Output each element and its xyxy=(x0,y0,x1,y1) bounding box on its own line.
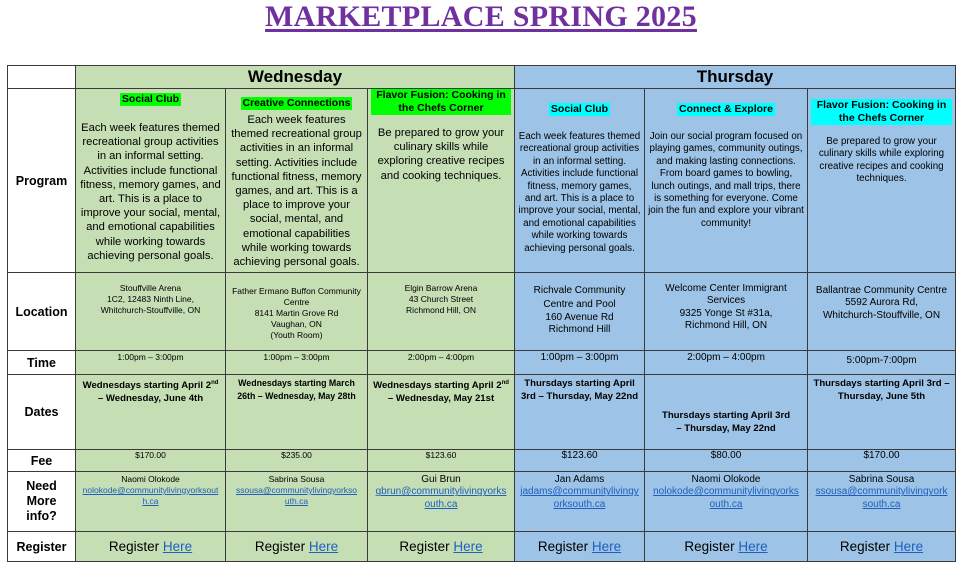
fee-cell xyxy=(808,450,956,472)
location-line: Richmond Hill xyxy=(548,324,611,336)
register-cell xyxy=(76,532,226,562)
dates-cell xyxy=(515,375,645,450)
location-line: Whitchurch-Stouffville, ON xyxy=(100,305,201,315)
time-value: 2:00pm – 4:00pm xyxy=(687,352,765,363)
program-description: Join our social program focused on playing games, community outings, and making lasting connections. From board games to bowling, lunch outings, and mall trips, there is something for everyone. Come join the fun and explore your vibrant community! xyxy=(648,131,804,229)
contact-cell xyxy=(226,472,368,532)
program-title: Flavor Fusion: Cooking in the Chefs Corner xyxy=(371,89,511,115)
time-value: 1:00pm – 3:00pm xyxy=(540,352,619,363)
fee-value: $170.00 xyxy=(135,450,166,460)
location-line: Vaughan, ON xyxy=(271,319,322,329)
location-line: 160 Avenue Rd xyxy=(545,311,614,323)
program-description: Be prepared to grow your culinary skills while exploring creative recipes and cooking techniques. xyxy=(818,136,945,185)
row-label-location: Location xyxy=(8,273,76,351)
corner-cell xyxy=(8,66,76,89)
location-line: 5592 Aurora Rd, xyxy=(845,297,918,309)
row-label-register: Register xyxy=(8,532,76,562)
contact-cell xyxy=(808,472,956,532)
program-title: Social Club xyxy=(550,103,609,115)
contact-email-link[interactable]: nolokode@communitylivingyorksouth.ca xyxy=(82,485,219,506)
dates-value: Thursdays starting April 3rd – Thursday, June 5th xyxy=(813,378,950,402)
fee-value: $235.00 xyxy=(281,450,312,460)
location-name: Elgin Barrow Arena xyxy=(404,283,478,293)
program-title: Flavor Fusion: Cooking in the Chefs Corner xyxy=(811,99,952,125)
time-cell xyxy=(226,351,368,375)
dates-value: Thursdays starting April 3rd – Thursday, May 22nd xyxy=(661,410,791,434)
row-label-program: Program xyxy=(8,89,76,273)
location-cell xyxy=(368,273,515,351)
program-description: Be prepared to grow your culinary skills while exploring creative recipes and cooking techniques. xyxy=(377,127,505,182)
fee-cell xyxy=(368,450,515,472)
location-line: Whitchurch-Stouffville, ON xyxy=(822,309,941,321)
dates-value: Wednesdays starting March 26th – Wednesday, May 28th xyxy=(237,378,356,401)
location-name: Richvale Community xyxy=(533,285,626,296)
dates-cell xyxy=(226,375,368,450)
time-cell xyxy=(76,351,226,375)
program-cell xyxy=(645,89,808,273)
location-cell xyxy=(515,273,645,351)
location-line: 8141 Martin Grove Rd xyxy=(254,308,339,318)
program-cell xyxy=(76,89,226,273)
contact-name: Naomi Olokode xyxy=(691,474,761,485)
contact-email-link[interactable]: gbrun@communitylivingyorksouth.ca xyxy=(375,486,507,510)
contact-cell xyxy=(645,472,808,532)
row-label-info: Need More info? xyxy=(8,472,76,532)
contact-email-link[interactable]: jadams@communitylivingyorksouth.ca xyxy=(520,486,639,510)
time-value: 1:00pm – 3:00pm xyxy=(117,352,184,362)
dates-value: Thursdays starting April 3rd – Thursday, May 22nd xyxy=(520,378,639,402)
location-line: Centre and Pool xyxy=(543,299,616,311)
program-cell xyxy=(515,89,645,273)
register-label: Register xyxy=(839,539,891,554)
contact-name: Jan Adams xyxy=(554,474,605,485)
time-value: 5:00pm-7:00pm xyxy=(846,355,917,366)
register-cell xyxy=(226,532,368,562)
location-line: Richmond Hill, ON xyxy=(406,305,476,315)
location-line: Richmond Hill, ON xyxy=(684,320,768,332)
fee-cell xyxy=(515,450,645,472)
dates-cell xyxy=(368,375,515,450)
contact-email-link[interactable]: ssousa@communitylivingyorksouth.ca xyxy=(815,486,948,510)
location-line: 9325 Yonge St #31a, xyxy=(679,307,773,319)
schedule-table xyxy=(7,65,956,562)
register-label: Register xyxy=(537,539,589,554)
row-label-fee: Fee xyxy=(8,450,76,472)
fee-cell xyxy=(226,450,368,472)
contact-name: Sabrina Sousa xyxy=(848,474,915,485)
program-description: Each week features themed recreational group activities in an informal setting. Activities include functional fitness, memory games, and art. This is a place to improve your social, mental, and emotional capabilities while working towards achieving personal goals. xyxy=(80,122,221,262)
location-line: (Youth Room) xyxy=(270,330,323,340)
time-value: 2:00pm – 4:00pm xyxy=(407,352,475,362)
contact-email-link[interactable]: ssousa@communitylivingyorksouth.ca xyxy=(235,485,358,506)
time-value: 1:00pm – 3:00pm xyxy=(263,352,330,362)
register-label: Register xyxy=(684,539,735,554)
contact-cell xyxy=(515,472,645,532)
time-cell xyxy=(368,351,515,375)
contact-cell xyxy=(76,472,226,532)
register-label: Register xyxy=(254,539,306,554)
contact-name: Naomi Olokode xyxy=(121,474,180,484)
register-cell xyxy=(808,532,956,562)
register-link[interactable]: Here xyxy=(738,539,768,554)
dates-cell xyxy=(645,375,808,450)
program-title: Creative Connections xyxy=(242,97,351,109)
program-title: Social Club xyxy=(121,93,180,105)
location-name: Welcome Center Immigrant Services xyxy=(665,283,787,307)
register-link[interactable]: Here xyxy=(308,539,339,554)
register-link[interactable]: Here xyxy=(453,539,483,554)
register-cell xyxy=(368,532,515,562)
time-cell xyxy=(808,351,956,375)
location-cell xyxy=(76,273,226,351)
register-label: Register xyxy=(399,539,450,554)
register-link[interactable]: Here xyxy=(591,539,622,554)
fee-cell xyxy=(76,450,226,472)
fee-value: $123.60 xyxy=(425,450,457,460)
dates-value: Wednesdays starting April 2nd – Wednesday, May 21st xyxy=(373,380,509,405)
register-label: Register xyxy=(108,539,160,554)
page-title: MARKETPLACE SPRING 2025 xyxy=(265,0,697,33)
location-line: 43 Church Street xyxy=(408,294,474,304)
program-cell xyxy=(368,89,515,273)
register-link[interactable]: Here xyxy=(893,539,924,554)
program-cell xyxy=(808,89,956,273)
time-cell xyxy=(515,351,645,375)
dates-cell xyxy=(808,375,956,450)
fee-value: $170.00 xyxy=(863,450,900,461)
fee-value: $123.60 xyxy=(561,450,598,461)
program-title: Connect & Explore xyxy=(679,103,773,115)
location-name: Ballantrae Community Centre xyxy=(815,285,948,296)
day-header-thursday: Thursday xyxy=(515,66,956,89)
location-name: Father Ermano Buffon Community Centre xyxy=(232,286,361,307)
fee-cell xyxy=(645,450,808,472)
location-line: 1C2, 12483 Ninth Line, xyxy=(107,294,194,304)
contact-name: Gui Brun xyxy=(421,474,461,485)
program-description: Each week features themed recreational group activities in an informal setting. Activities include functional fitness, memory games, and art. This is a place to improve your social, mental, and emotional capabilities while working towards achieving personal goals. xyxy=(231,114,362,269)
dates-value: Wednesdays starting April 2nd – Wednesday, June 4th xyxy=(82,380,219,405)
contact-cell xyxy=(368,472,515,532)
register-cell xyxy=(515,532,645,562)
contact-email-link[interactable]: nolokode@communitylivingyorksouth.ca xyxy=(653,486,799,510)
dates-cell xyxy=(76,375,226,450)
row-label-time: Time xyxy=(8,351,76,375)
register-cell xyxy=(645,532,808,562)
location-cell xyxy=(226,273,368,351)
location-cell xyxy=(808,273,956,351)
program-cell xyxy=(226,89,368,273)
time-cell xyxy=(645,351,808,375)
program-description: Each week features themed recreational group activities in an informal setting. Activities include functional fitness, memory games, and art. This is a place to improve your social, mental, and emotional capabilities while working towards achieving personal goals. xyxy=(518,131,641,254)
fee-value: $80.00 xyxy=(710,450,742,461)
location-cell xyxy=(645,273,808,351)
day-header-wednesday: Wednesday xyxy=(76,66,515,89)
location-name: Stouffville Arena xyxy=(119,283,182,293)
register-link[interactable]: Here xyxy=(162,539,193,554)
row-label-dates: Dates xyxy=(8,375,76,450)
contact-name: Sabrina Sousa xyxy=(268,474,325,484)
